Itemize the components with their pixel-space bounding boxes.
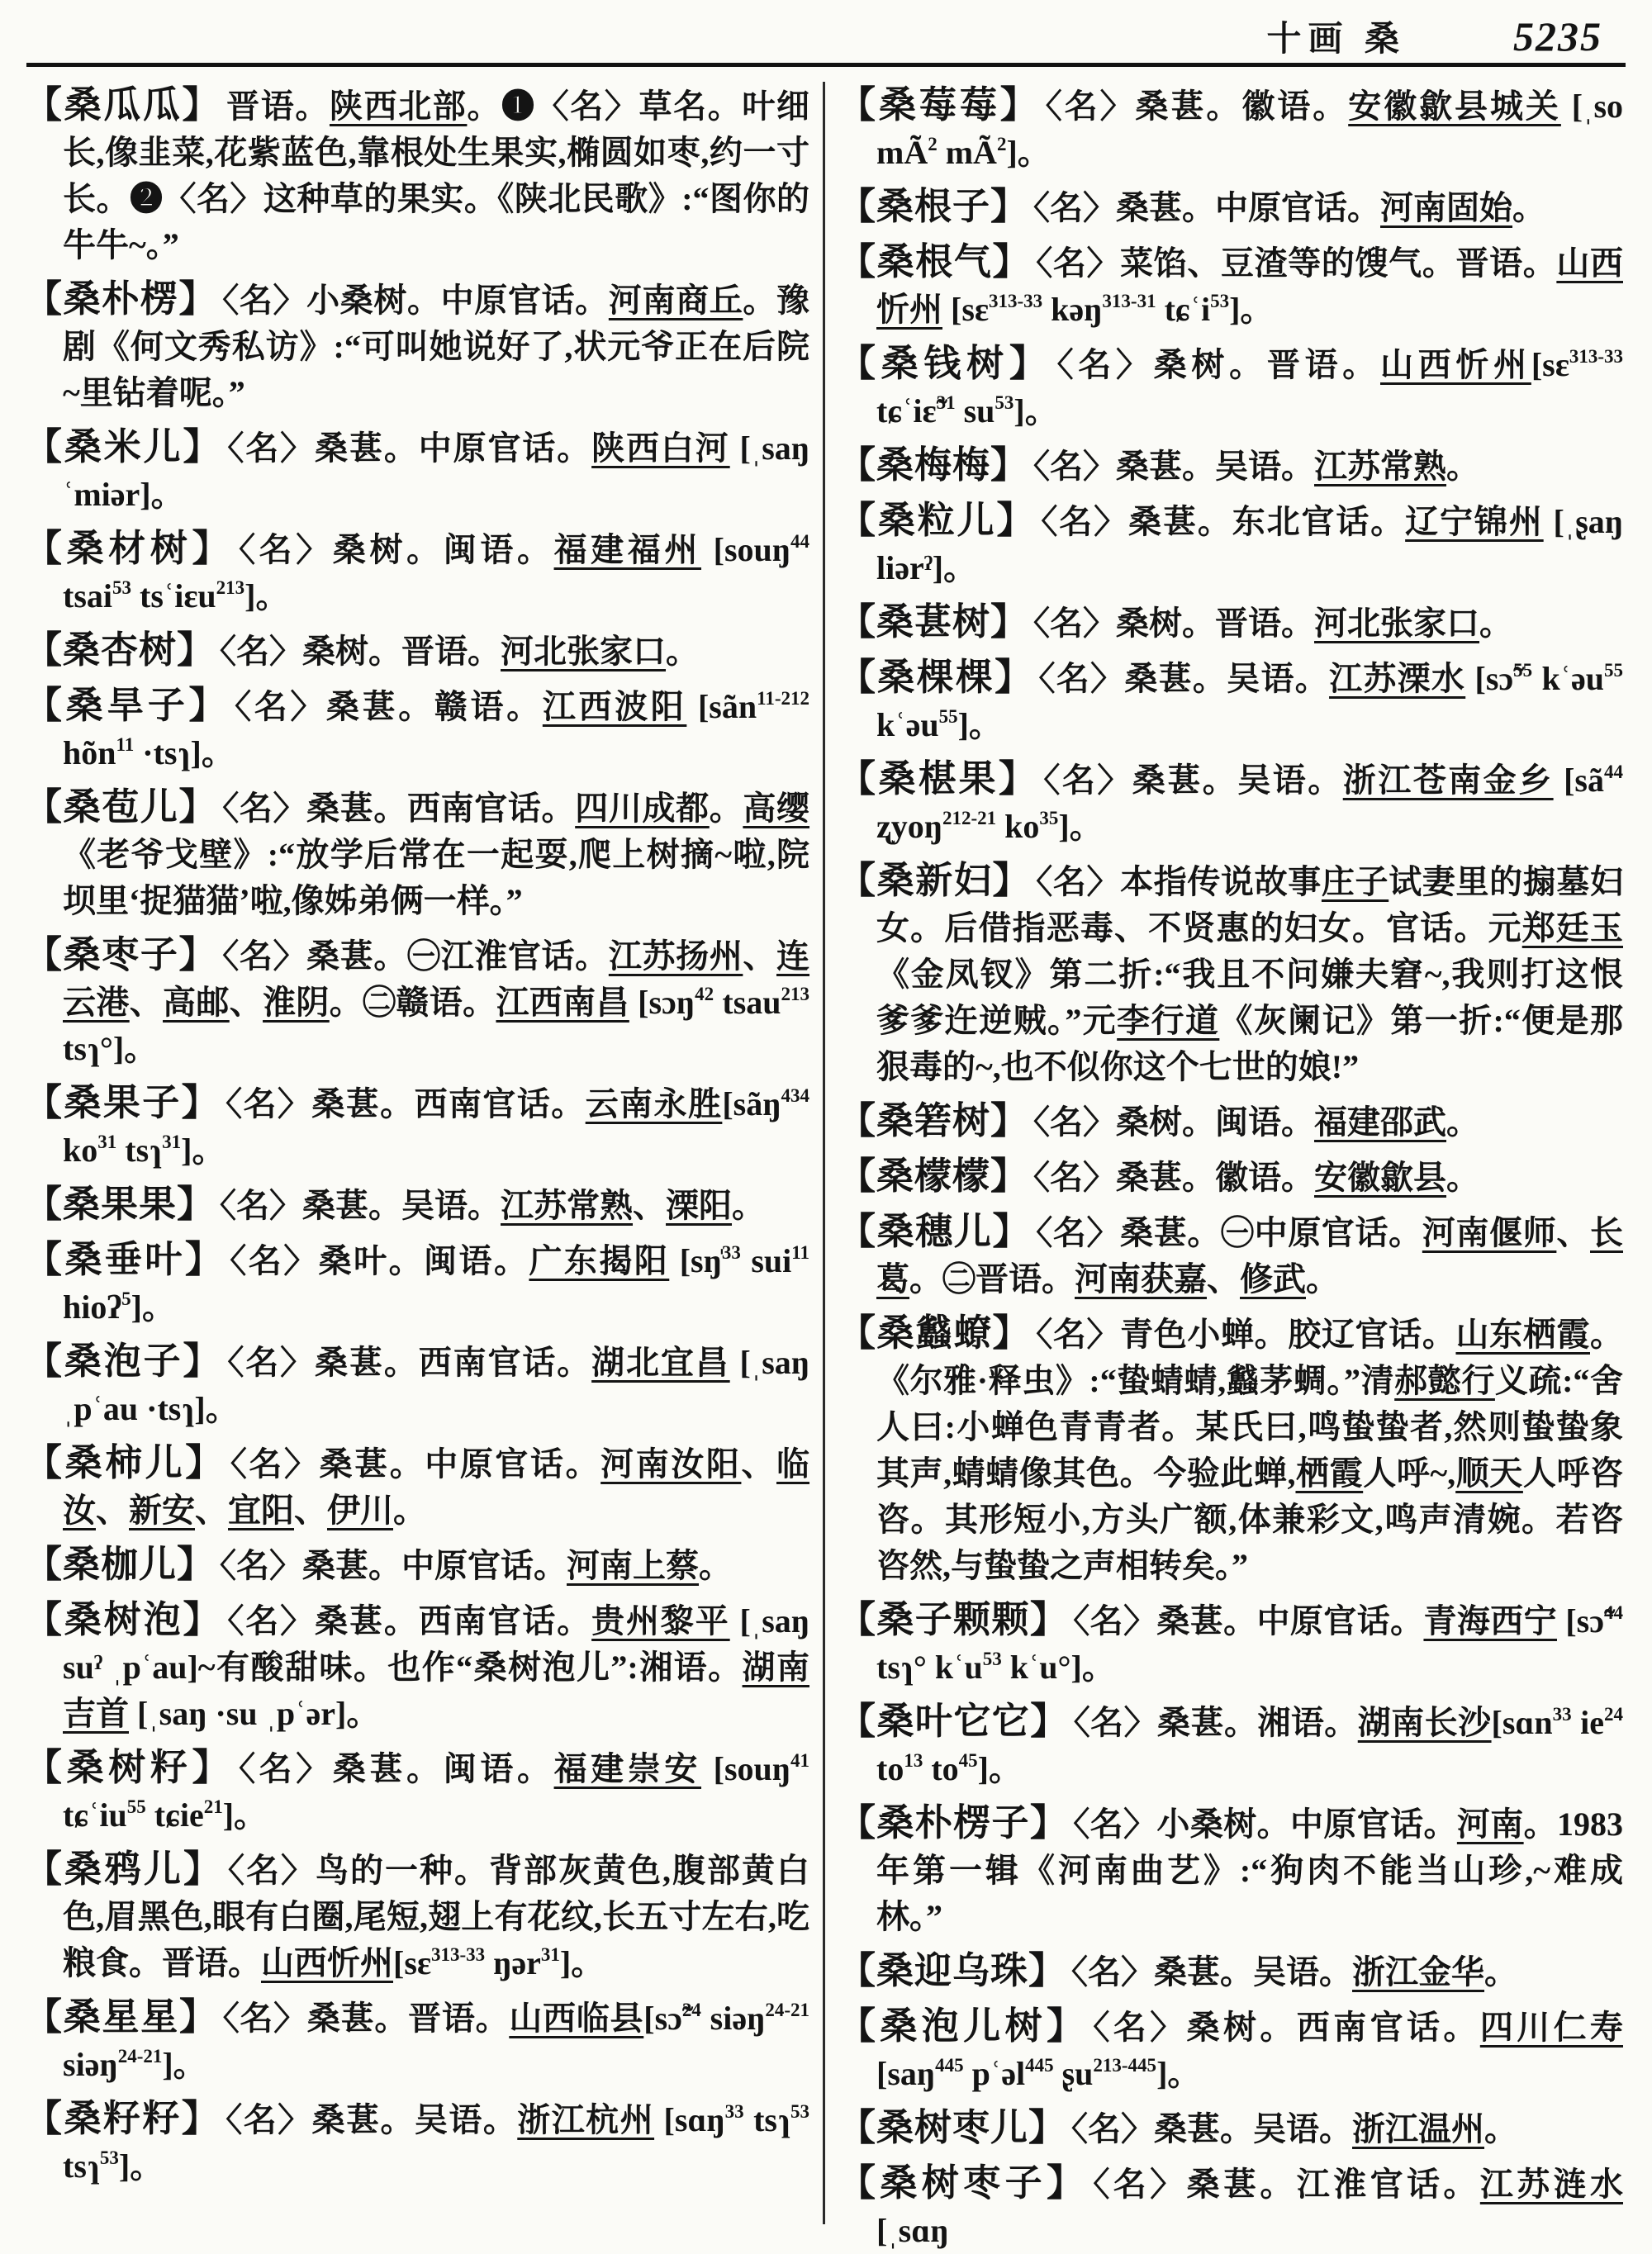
entry-headword: 【桑粒儿】	[838, 500, 1037, 541]
place-name: 李行道	[1117, 1002, 1220, 1039]
tone-superscript: 11	[791, 1242, 809, 1263]
definition-text: 《金凤钗》第二折:“我且不问嫌夫窘~,我则打这恨爹爹迕逆贼。”元	[876, 956, 1623, 1039]
tone-superscript: 55	[938, 706, 958, 727]
section-label: 十画 桑	[1266, 21, 1406, 59]
place-name: 河北张家口	[1314, 605, 1480, 642]
place-name: 广东揭阳	[529, 1242, 670, 1279]
definition-text: 。豫剧《何文秀私访》:“可叫她说好了,状元爷正在后院~里钻着呢。”	[63, 282, 810, 411]
definition-text: 。	[393, 1492, 426, 1529]
definition-text: [sɑn$^{33}$ $ie^{24}$ $to^{13}$ $to^{45}$]。	[876, 1704, 1623, 1787]
place-name: 福建崇安	[553, 1750, 702, 1787]
place-name: 庄子	[1321, 863, 1389, 900]
definition-text: [souŋ$^{44}$ tsai$^{53}$ tsʿiɛu$^{213}$]。	[63, 531, 810, 615]
tone-superscript: 44	[1604, 762, 1623, 782]
dictionary-entry	[838, 2003, 1623, 2097]
dictionary-entry	[25, 525, 809, 619]
definition-text: 〈名〉桑葚。吴语。	[1071, 2110, 1353, 2147]
definition-text: [sŋ̍$^{33}$ sui$^{11}$ hioʔ$^5$]。	[63, 1242, 809, 1326]
definition-text: [sɔ̃$^{44}$ tsɿ° kʿu$^{53}$ kʿu°]。	[876, 1602, 1624, 1686]
page-number: 5235	[1513, 13, 1602, 59]
dictionary-entry	[25, 1181, 809, 1229]
entry-headword: 【桑鸦儿】	[25, 1848, 223, 1890]
column-right	[838, 82, 1624, 2249]
entry-headword: 【桑新妇】	[838, 860, 1032, 901]
entry-headword: 【桑杏树】	[25, 629, 216, 671]
tone-superscript: 212-21	[942, 808, 997, 828]
place-name: 河南上蔡	[567, 1547, 700, 1584]
tone-superscript: 445	[935, 2055, 964, 2076]
place-name: 顺天	[1455, 1454, 1523, 1492]
place-name: 高缨	[743, 790, 810, 827]
dictionary-entry	[25, 1338, 809, 1432]
place-name: 河南偃师	[1422, 1214, 1557, 1251]
dictionary-entry	[25, 1744, 809, 1839]
place-name: 陕西北部	[329, 88, 468, 125]
entry-headword: 【桑葚树】	[838, 601, 1029, 643]
entry-headword: 【桑根气】	[838, 241, 1032, 282]
definition-text: 。	[1479, 605, 1513, 642]
tone-superscript: 44	[1604, 1602, 1624, 1623]
place-name: 新安	[129, 1492, 195, 1529]
place-name: 安徽歙县城关	[1348, 88, 1561, 125]
definition-text: 〈名〉桑葚。江淮官话。	[1093, 2166, 1480, 2203]
dictionary-entry	[838, 340, 1623, 434]
place-name: 辽宁锦州	[1405, 503, 1544, 540]
place-name: 河南	[1456, 1806, 1524, 1843]
place-name: 陕西白河	[591, 429, 730, 467]
entry-headword: 【桑叶它它】	[838, 1701, 1069, 1742]
dictionary-entry	[838, 82, 1623, 176]
dictionary-entry	[25, 627, 809, 675]
tone-superscript: 53	[982, 1649, 1002, 1669]
column-divider	[823, 82, 825, 2224]
definition-text: 〈名〉菜馅、豆渣等的馊气。晋语。	[1036, 244, 1557, 282]
definition-text: [ˌsaŋ ʿmiər]。	[63, 429, 810, 513]
tone-superscript: 13	[904, 1750, 923, 1771]
definition-text: 。㊁赣语。	[329, 984, 496, 1021]
place-name: 江苏常熟	[501, 1187, 634, 1224]
entry-headword: 【桑苞儿】	[25, 786, 218, 828]
definition-text: 〈名〉本指传说故事	[1036, 863, 1322, 900]
tone-superscript: 55	[126, 1796, 146, 1817]
definition-text: 。	[1446, 1103, 1480, 1141]
tone-superscript: 24-21	[117, 2046, 163, 2067]
definition-text: 、	[129, 984, 164, 1021]
tone-superscript: 31	[162, 1132, 182, 1152]
definition-text: 、	[195, 1492, 228, 1529]
definition-text: 〈名〉桑树。晋语。	[1033, 605, 1315, 642]
definition-text: 人呼~,	[1363, 1454, 1456, 1492]
entry-headword: 【桑果子】	[25, 1082, 221, 1123]
definition-text: [sãŋ$^{434}$ $ko^{31}$ tsɿ$^{31}$]。	[63, 1085, 809, 1169]
definition-text: 。	[1484, 1953, 1518, 1991]
entry-headword: 【桑垂叶】	[25, 1239, 225, 1280]
definition-text: 〈名〉桑葚。湘语。	[1073, 1704, 1358, 1741]
place-name: 淮阴	[263, 984, 330, 1021]
definition-text: 〈名〉桑葚。吴语。	[1043, 762, 1343, 799]
place-name: 郝懿行	[1394, 1362, 1495, 1399]
entry-headword: 【桑莓莓】	[838, 84, 1041, 126]
definition-text: 〈名〉桑葚。西南官话。	[222, 790, 576, 827]
dictionary-entry	[25, 276, 809, 416]
definition-text: 、	[633, 1187, 667, 1224]
dictionary-entry	[25, 1541, 809, 1589]
definition-text: [sɑŋ$^{33}$ tsɿ$^{53}$ tsɿ$^{53}$]。	[63, 2101, 810, 2185]
definition-text: 《灰阑记》第一折:“便是那狠毒的~,也不似你这个七世的娘!”	[876, 1002, 1623, 1085]
definition-text: [sɛ$^{313-33}$ ŋər$^{31}$]。	[393, 1944, 605, 1981]
dictionary-entry	[838, 2105, 1623, 2152]
place-name: 浙江温州	[1352, 2110, 1485, 2147]
entry-headword: 【桑穗儿】	[838, 1211, 1032, 1252]
definition-text: 〈名〉桑葚。西南官话。	[227, 1602, 592, 1639]
definition-text: 。	[709, 790, 743, 827]
definition-text: 〈名〉桑葚。西南官话。	[227, 1344, 592, 1381]
entry-headword: 【桑泡子】	[25, 1341, 223, 1382]
dictionary-entry	[838, 1698, 1623, 1792]
tone-superscript: 53	[99, 2147, 119, 2168]
definition-text: 。	[1306, 1260, 1339, 1298]
place-name: 宜阳	[228, 1492, 294, 1529]
place-name: 临汝	[63, 1445, 810, 1529]
definition-text: 〈名〉桑葚。中原官话。	[1033, 189, 1381, 226]
entry-headword: 【桑根子】	[838, 186, 1029, 227]
tone-superscript: 53	[112, 577, 131, 598]
place-name: 四川仁寿	[1479, 2009, 1624, 2046]
definition-text: [$sã^{44}$ ʐyoŋ$^{212-21}$ $ko^{35}$]。	[876, 762, 1623, 845]
dictionary-entry	[838, 654, 1623, 748]
definition-text: 、	[743, 937, 777, 975]
tone-superscript: 24	[1604, 1704, 1623, 1725]
place-name: 云南永胜	[585, 1085, 723, 1122]
definition-text: 〈名〉鸟的一种。背部灰黄色,腹部黄白色,眉黑色,眼有白圈,尾短,翅上有花纹,长五寸左右,吃粮食。晋语。	[63, 1852, 809, 1981]
entry-headword: 【桑树枣儿】	[838, 2107, 1067, 2148]
definition-text: 〈名〉桑葚。中原官话。	[230, 1445, 601, 1483]
definition-text: 、	[1207, 1260, 1240, 1298]
place-name: 江苏涟水	[1479, 2166, 1624, 2203]
definition-text: 。	[1446, 448, 1480, 485]
entry-headword: 【桑朴楞子】	[838, 1802, 1069, 1844]
entry-headword: 【桑枣子】	[25, 934, 218, 975]
definition-text: [sɔ̃$^{55}$ kʿəu$^{55}$ kʿəu$^{55}$]。	[876, 660, 1624, 743]
tone-superscript: 33	[1552, 1704, 1572, 1725]
place-name: 伊川	[327, 1492, 393, 1529]
definition-text: 〈名〉桑树。闽语。	[239, 531, 554, 568]
definition-text: 〈名〉青色小蝉。胶辽官话。	[1036, 1316, 1456, 1353]
entry-headword: 【桑材树】	[25, 528, 235, 569]
dictionary-entry	[25, 1846, 809, 1986]
definition-text: 。	[699, 1547, 733, 1584]
entry-headword: 【桑柿儿】	[25, 1442, 225, 1483]
place-name: 山西临县	[509, 2000, 644, 2037]
definition-text: [sɔ̃$^{24}$ siəŋ$^{24-21}$ siəŋ$^{24-21}$]。	[63, 2000, 809, 2083]
definition-text: 。	[1484, 2110, 1518, 2147]
dictionary-entry	[838, 1208, 1623, 1303]
place-name: 湖南长沙	[1357, 1704, 1492, 1741]
place-name: 山西忻州	[261, 1944, 393, 1981]
dictionary-entry	[838, 442, 1623, 490]
place-name: 青海西宁	[1423, 1602, 1557, 1639]
entry-headword: 【桑米儿】	[25, 426, 223, 467]
definition-text: 、	[1556, 1214, 1591, 1251]
definition-text: [sɔŋ$^{42}$ tsau$^{213}$ tsɿ°]。	[63, 984, 810, 1067]
dictionary-entry	[838, 599, 1623, 647]
entry-headword: 【桑箬树】	[838, 1100, 1029, 1141]
entry-headword: 【桑树籽】	[25, 1747, 235, 1788]
definition-text: 〈名〉桑葚。㊀江淮官话。	[222, 937, 609, 975]
place-name: 浙江杭州	[517, 2101, 655, 2138]
tone-superscript: 33	[724, 2101, 744, 2122]
dictionary-entry	[25, 424, 809, 518]
definition-text: 。	[1446, 1159, 1480, 1196]
definition-text: 〈名〉桑葚。东北官话。	[1041, 503, 1406, 540]
definition-text: 。㊁晋语。	[909, 1260, 1075, 1298]
dictionary-entry	[838, 1597, 1623, 1691]
definition-text: 〈名〉桑葚。中原官话。	[227, 429, 592, 467]
place-name: 福建福州	[553, 531, 702, 568]
definition-text: 〈名〉桑葚。赣语。	[235, 688, 543, 725]
entry-headword: 【桑椹果】	[838, 758, 1039, 800]
definition-text: 。	[666, 633, 700, 670]
place-name: 江苏溧水	[1329, 660, 1466, 697]
dictionary-entry	[25, 1440, 809, 1534]
definition-text: [ˌʂaŋ liərˀ]。	[876, 503, 1624, 586]
tone-superscript: 31	[540, 1944, 560, 1965]
dictionary-entry	[25, 1994, 809, 2088]
definition-text: 。《尔雅·释虫》:“蛰蜻蜻,蠽茅蜩。”清	[876, 1316, 1623, 1399]
definition-text: 〈名〉桑树。晋语。	[220, 633, 501, 670]
tone-superscript: 313-33	[430, 1944, 486, 1965]
entry-headword: 【桑枷儿】	[25, 1544, 216, 1585]
entry-headword: 【桑旱子】	[25, 685, 230, 726]
definition-text: 、	[96, 1492, 129, 1529]
tone-superscript: 2	[928, 134, 938, 154]
column-left	[25, 82, 809, 2224]
entry-headword: 【桑迎乌珠】	[838, 1950, 1067, 1991]
entry-headword: 【桑棵棵】	[838, 657, 1034, 698]
dictionary-entry	[838, 497, 1623, 591]
place-name: 贵州黎平	[591, 1602, 730, 1639]
place-name: 河南汝阳	[601, 1445, 742, 1483]
definition-text: 〈名〉小桑树。中原官话。	[1073, 1806, 1457, 1843]
dictionary-entry	[25, 932, 809, 1072]
entry-headword: 【桑泡儿树】	[838, 2005, 1089, 2047]
tone-superscript: 53	[995, 392, 1014, 413]
entry-headword: 【桑朴楞】	[25, 278, 218, 320]
definition-text: 〈名〉桑树。闽语。	[1033, 1103, 1315, 1141]
dictionary-entry	[25, 1236, 809, 1331]
dictionary-entry	[838, 756, 1623, 850]
tone-superscript: 313-33	[1569, 346, 1624, 367]
definition-text: 〈名〉桑树。晋语。	[1056, 346, 1380, 383]
definition-text: 〈名〉桑葚。闽语。	[239, 1750, 554, 1787]
place-name: 江苏常熟	[1314, 448, 1447, 485]
dictionary-entry	[25, 682, 809, 776]
tone-superscript: 213	[216, 577, 245, 598]
tone-superscript: 42	[695, 984, 714, 1004]
definition-text: 。1983年第一辑《河南曲艺》:“狗肉不能当山珍,~难成林。”	[876, 1806, 1624, 1935]
definition-text: 〈名〉桑葚。中原官话。	[220, 1547, 567, 1584]
tone-superscript: 31	[936, 392, 956, 413]
definition-text: 《老爷戈壁》:“放学后常在一起耍,爬上树摘~啦,院坝里‘捉猫猫’啦,像姊弟俩一样。”	[63, 836, 809, 919]
definition-text: 〈名〉桑葚。徽语。	[1045, 88, 1349, 125]
tone-superscript: 11	[116, 734, 135, 755]
definition-text: 试妻里的搧墓妇女。后借指恶毒、不贤惠的妇女。官话。元	[876, 863, 1624, 947]
definition-text: 〈名〉桑葚。吴语。	[1071, 1953, 1353, 1991]
definition-text: 〈名〉桑叶。闽语。	[230, 1242, 529, 1279]
definition-text: 、	[229, 984, 263, 1021]
definition-text: 〈名〉桑葚。西南官话。	[225, 1085, 586, 1122]
definition-text: [sɛ$^{313-33}$ tɕʿiɛ̃$^{31}$ $su^{53}$]。	[876, 346, 1624, 429]
tone-superscript: 2	[996, 134, 1007, 154]
tone-superscript: 24-21	[765, 2000, 809, 2020]
dictionary-entry	[838, 1948, 1623, 1995]
place-name: 江苏扬州	[608, 937, 743, 975]
entry-headword: 【桑星星】	[25, 1996, 218, 2038]
place-name: 山西忻州	[1380, 346, 1531, 383]
place-name: 河南商丘	[608, 282, 743, 319]
place-name: 郑廷玉	[1521, 909, 1624, 947]
definition-text: 〈名〉桑葚。吴语。	[1033, 448, 1315, 485]
two-column-body	[0, 67, 1652, 2249]
tone-superscript: 44	[790, 531, 810, 552]
definition-text: 〈名〉小桑树。中原官话。	[222, 282, 609, 319]
tone-superscript: 213-445	[1093, 2055, 1157, 2076]
dictionary-entry	[25, 784, 809, 924]
definition-text: [ˌsaŋ ·su ˌpʿər]。	[129, 1695, 380, 1732]
tone-superscript: 31	[97, 1132, 117, 1152]
definition-text: 义疏:“舍人曰:小蝉色青青者。某氏曰,鸣蛰蛰者,然则蛰蛰象其声,蜻蜻像其色。今验此蝉,	[876, 1362, 1623, 1492]
place-name: 湖北宜昌	[591, 1344, 730, 1381]
entry-headword: 【桑瓜瓜】	[25, 84, 222, 126]
dictionary-entry	[25, 1080, 809, 1174]
place-name: 浙江苍南金乡	[1342, 762, 1554, 799]
dictionary-entry	[838, 857, 1623, 1090]
definition-text: [ˌsɑŋ	[876, 2212, 949, 2249]
place-name: 河北张家口	[501, 633, 667, 670]
place-name: 高邮	[163, 984, 230, 1021]
definition-text: 晋语。	[226, 88, 330, 125]
definition-text: [souŋ$^{41}$ tɕʿiu$^{55}$ tɕie$^{21}$]。	[63, 1750, 810, 1834]
dictionary-entry	[838, 1800, 1623, 1940]
place-name: 江西南昌	[496, 984, 629, 1021]
place-name: 长葛	[876, 1214, 1624, 1298]
entry-headword: 【桑钱树】	[838, 343, 1052, 384]
tone-superscript: 55	[1513, 660, 1533, 681]
place-name: 江西波阳	[542, 688, 687, 725]
place-name: 山东栖霞	[1455, 1316, 1590, 1353]
dictionary-entry	[25, 1597, 809, 1737]
definition-text: 人呼咨咨。其形短小,方头广额,体兼彩文,鸣声清婉。若咨咨然,与蛰蛰之声相转矣。”	[876, 1454, 1624, 1584]
dictionary-entry	[838, 239, 1623, 333]
definition-text: [sɛ$^{313-33}$ kəŋ$^{313-31}$ tɕʿi$^{53}$]。	[942, 291, 1274, 328]
tone-superscript: 45	[958, 1750, 978, 1771]
definition-text: 〈名〉桑葚。徽语。	[1033, 1159, 1315, 1196]
tone-superscript: 213	[781, 984, 810, 1004]
place-name: 连云港	[63, 937, 810, 1021]
place-name: 福建邵武	[1314, 1103, 1447, 1141]
definition-text: 〈名〉桑葚。晋语。	[222, 2000, 510, 2037]
tone-superscript: 53	[790, 2101, 810, 2122]
place-name: 栖霞	[1295, 1454, 1364, 1492]
dictionary-entry	[838, 1153, 1623, 1201]
definition-text: 、	[294, 1492, 327, 1529]
place-name: 河南固始	[1380, 189, 1513, 226]
definition-text: [saŋ$^{445}$ pʿəl$^{445}$ ʂu$^{213-445}$]。	[876, 2055, 1201, 2092]
place-name: 安徽歙县	[1314, 1159, 1447, 1196]
place-name: 河南获嘉	[1075, 1260, 1207, 1298]
tone-superscript: 41	[790, 1750, 810, 1771]
entry-headword: 【桑子颗颗】	[838, 1599, 1069, 1640]
definition-text: [ˌsaŋ suˀ ˌpʿau]~有酸甜味。也作“桑树泡儿”:湘语。	[63, 1602, 810, 1686]
page-header	[0, 12, 1652, 63]
place-name: 溧阳	[666, 1187, 733, 1224]
definition-text: 。	[1512, 189, 1546, 226]
tone-superscript: 11-212	[757, 688, 810, 709]
tone-superscript: 33	[721, 1242, 741, 1263]
tone-superscript: 55	[1604, 660, 1624, 681]
tone-superscript: 5	[121, 1288, 131, 1309]
dictionary-entry	[838, 1310, 1623, 1589]
entry-headword: 【桑籽籽】	[25, 2098, 221, 2139]
definition-text: [ˌsaŋ ˌpʿau ·tsɿ]。	[63, 1344, 810, 1427]
dictionary-entry	[838, 183, 1623, 231]
tone-superscript: 35	[1039, 808, 1059, 828]
dictionary-entry	[25, 82, 809, 268]
dictionary-entry	[838, 2160, 1623, 2254]
tone-superscript: 313-31	[1102, 291, 1156, 311]
definition-text: 。	[732, 1187, 766, 1224]
definition-text: 〈名〉桑葚。㊀中原官话。	[1036, 1214, 1422, 1251]
entry-headword: 【桑蠽蟟】	[838, 1312, 1032, 1354]
entry-headword: 【桑树枣子】	[838, 2162, 1089, 2204]
definition-text: 〈名〉桑葚。中原官话。	[1073, 1602, 1424, 1639]
place-name: 湖南吉首	[63, 1649, 809, 1732]
entry-headword: 【桑檬檬】	[838, 1155, 1029, 1197]
entry-headword: 【桑果果】	[25, 1184, 216, 1225]
tone-superscript: 434	[781, 1085, 809, 1106]
dictionary-entry	[25, 2095, 809, 2190]
definition-text: [ˌso $mÃ^2$ $mÃ^2$]。	[876, 88, 1624, 171]
tone-superscript: 313-33	[988, 291, 1043, 311]
entry-headword: 【桑树泡】	[25, 1599, 223, 1640]
tone-superscript: 445	[1025, 2055, 1054, 2076]
place-name: 四川成都	[575, 790, 710, 827]
definition-text: 、	[741, 1445, 777, 1483]
tone-superscript: 53	[1210, 291, 1230, 311]
definition-text: 〈名〉桑树。西南官话。	[1093, 2009, 1480, 2046]
definition-text: [sãn$^{11-212}$ hõn$^{11}$ ·tsɿ]。	[63, 688, 810, 771]
definition-text: 〈名〉桑葚。吴语。	[1038, 660, 1330, 697]
definition-text: 〈名〉桑葚。吴语。	[220, 1187, 501, 1224]
place-name: 浙江金华	[1352, 1953, 1485, 1991]
dictionary-entry	[838, 1098, 1623, 1146]
entry-headword: 【桑梅梅】	[838, 444, 1029, 486]
definition-text: 。❶〈名〉草名。叶细长,像韭菜,花紫蓝色,靠根处生果实,椭圆如枣,约一寸长。❷〈名〉这种草的果实。《陕北民歌》:“图你的牛牛~。”	[63, 88, 810, 263]
tone-superscript: 21	[203, 1796, 223, 1817]
place-name: 修武	[1240, 1260, 1306, 1298]
definition-text: 〈名〉桑葚。吴语。	[225, 2101, 518, 2138]
tone-superscript: 24	[681, 2000, 701, 2020]
place-name: 山西忻州	[876, 244, 1623, 328]
